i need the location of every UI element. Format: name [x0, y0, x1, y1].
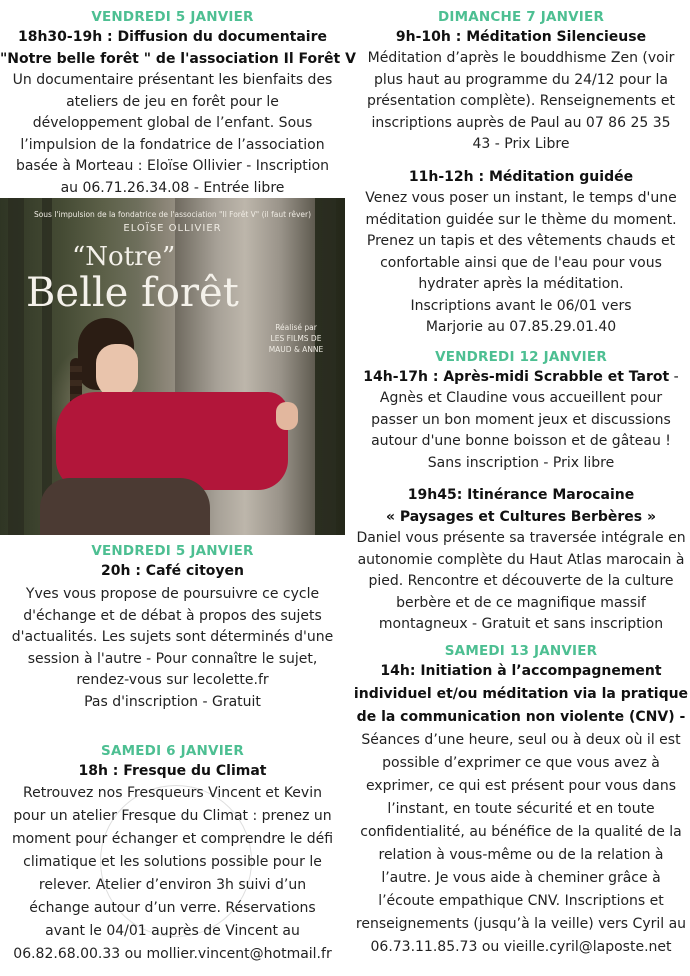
poster-background-tree	[8, 198, 24, 535]
event-description	[352, 729, 690, 959]
description-line: avant le 04/01 auprès de Vincent au	[45, 923, 300, 939]
poster-title-large: Belle forêt	[26, 270, 239, 316]
event-description	[352, 188, 690, 339]
event-title-text: 14h-17h : Après-midi Scrabble et Tarot	[363, 369, 670, 385]
event-meditation-silencieuse	[352, 8, 690, 156]
description-line: Un documentaire présentant les bienfaits des	[12, 72, 333, 88]
description-line: possible d’exprimer ce que vous avez à	[382, 755, 660, 771]
event-title: 9h-10h : Méditation Silencieuse	[395, 29, 647, 45]
event-description	[0, 70, 345, 199]
description-line: Retrouvez nos Fresqueurs Vincent et Kevin	[23, 785, 322, 801]
description-line: autour d'une bonne boisson et de gâteau !	[371, 433, 671, 449]
event-title-suffix: -	[669, 369, 679, 385]
event-cnv	[352, 642, 690, 959]
event-day-heading: VENDREDI 5 JANVIER	[91, 9, 254, 25]
description-line: climatique et les solutions possible pour le	[23, 854, 322, 870]
poster-girl-pants	[40, 478, 210, 535]
description-line: Pas d'inscription - Gratuit	[84, 693, 261, 710]
event-day-heading: DIMANCHE 7 JANVIER	[437, 9, 605, 25]
event-description	[0, 584, 345, 713]
description-line: au 06.71.26.34.08 - Entrée libre	[60, 179, 285, 196]
description-line: confortable ainsi que de l'eau pour vous	[380, 254, 662, 271]
description-line: autonomie complète du Haut Atlas marocain à	[357, 551, 685, 568]
event-title: 20h : Café citoyen	[101, 563, 244, 579]
description-line: méditation guidée sur le thème du moment.	[365, 211, 677, 228]
event-day-heading: VENDREDI 5 JANVIER	[91, 543, 254, 559]
description-line: l’autre. Je vous aide à cheminer grâce à	[381, 870, 661, 886]
description-line: Prenez un tapis et des vêtements chauds et	[366, 233, 676, 249]
title-line: de la communication non violente (CNV) -	[356, 709, 686, 725]
description-line: l’impulsion de la fondatrice de l’association	[20, 136, 325, 153]
poster-girl-hand	[276, 402, 298, 430]
description-line: 06.73.11.85.73 ou vieille.cyril@laposte.net	[370, 939, 672, 955]
event-itinerance-marocaine	[352, 484, 690, 636]
description-line: présentation complète). Renseignements et	[366, 93, 676, 109]
description-line: exprimer, ce qui est présent pour vous dans	[365, 778, 677, 794]
description-line: d'échange et de débat à propos des sujets	[23, 607, 322, 624]
description-line: d'actualités. Les sujets sont déterminés d'une	[11, 629, 334, 645]
description-line: 43 - Prix Libre	[472, 136, 570, 152]
description-line: l’instant, en toute sécurité et en toute	[387, 801, 655, 817]
description-line: renseignements (jusqu’à la veille) vers Cyril au	[355, 916, 687, 932]
event-scrabble-tarot	[352, 348, 690, 474]
poster-credits	[256, 322, 336, 355]
event-title: 19h45: Itinérance Marocaine	[407, 487, 635, 503]
description-line: basée à Morteau : Eloïse Ollivier - Inscription	[15, 158, 330, 174]
description-line: inscriptions auprès de Paul au 07 86 25 35	[371, 114, 671, 131]
event-title: 18h : Fresque du Climat	[78, 763, 267, 779]
description-line: plus haut au programme du 24/12 pour la	[373, 71, 669, 88]
description-line: Méditation d’après le bouddhisme Zen (voir	[367, 50, 675, 66]
description-line: développement global de l’enfant. Sous	[32, 115, 313, 131]
description-line: montagneux - Gratuit et sans inscription	[378, 616, 664, 632]
description-line: rendez-vous sur lecolette.fr	[76, 672, 269, 688]
description-line: pour un atelier Fresque du Climat : prenez un	[13, 808, 332, 824]
description-line: relever. Atelier d’environ 3h suivi d’un	[38, 877, 307, 893]
description-line: Séances d’une heure, seul ou à deux où il est	[361, 732, 681, 748]
description-line: berbère et de ce magnifique massif	[396, 594, 646, 611]
description-line: Daniel vous présente sa traversée intégrale en	[356, 530, 686, 546]
title-line: 14h: Initiation à l’accompagnement	[380, 663, 662, 679]
description-line: échange autour d’un verre. Réservations	[29, 900, 316, 916]
description-line: l’écoute empathique CNV. Inscriptions et	[378, 893, 664, 909]
description-line: Sans inscription - Prix libre	[427, 454, 615, 471]
event-cafe-citoyen	[0, 542, 345, 713]
event-description	[352, 48, 690, 156]
poster-tagline: Sous l'impulsion de la fondatrice de l'association "Il Forêt V" (il faut rêver)	[33, 210, 312, 219]
description-line: hydrater après la méditation.	[418, 276, 624, 292]
event-title	[352, 660, 690, 729]
description-line: 06.82.68.00.33 ou mollier.vincent@hotmail.fr	[13, 946, 332, 962]
event-title: 11h-12h : Méditation guidée	[408, 169, 634, 185]
title-line: individuel et/ou méditation via la pratique	[353, 686, 689, 702]
poster-credit-line: MAUD & ANNE	[268, 345, 324, 354]
poster-credit-line: Réalisé par	[275, 323, 317, 332]
event-title: 18h30-19h : Diffusion du documentaire	[17, 29, 327, 45]
documentary-poster	[0, 198, 345, 535]
event-meditation-guidee	[352, 166, 690, 339]
event-documentary	[0, 8, 356, 199]
event-description	[0, 782, 345, 966]
event-description	[352, 388, 690, 474]
poster-credit-line: LES FILMS DE	[270, 334, 322, 343]
description-line: ateliers de jeu en forêt pour le	[66, 93, 279, 110]
description-line: Inscriptions avant le 06/01 vers	[410, 297, 632, 314]
event-title	[352, 366, 690, 388]
poster-girl-shirt	[56, 392, 288, 490]
event-subtitle: « Paysages et Cultures Berbères »	[385, 509, 657, 525]
event-day-heading: SAMEDI 13 JANVIER	[444, 643, 598, 659]
poster-girl-face	[96, 344, 138, 398]
event-day-heading: VENDREDI 12 JANVIER	[435, 349, 607, 365]
description-line: passer un bon moment jeux et discussions	[371, 411, 671, 428]
description-line: relation à vous-même ou de la relation à	[378, 847, 664, 863]
event-subtitle: "Notre belle forêt " de l'association Il Forêt V	[0, 51, 356, 67]
description-line: confidentialité, au bénéfice de la qualité de la	[360, 824, 682, 840]
poster-background-tree	[322, 198, 336, 535]
poster-title-small: “Notre”	[72, 242, 176, 272]
event-day-heading: SAMEDI 6 JANVIER	[101, 743, 244, 759]
description-line: session à l'autre - Pour connaître le sujet,	[27, 650, 318, 667]
event-fresque-climat	[0, 742, 345, 966]
description-line: Agnès et Claudine vous accueillent pour	[379, 390, 663, 406]
description-line: Marjorie au 07.85.29.01.40	[425, 319, 617, 335]
poster-director-name: ELOÏSE OLLIVIER	[123, 223, 222, 234]
description-line: pied. Rencontre et découverte de la culture	[368, 573, 674, 589]
event-description	[352, 528, 690, 636]
description-line: moment pour échanger et comprendre le défi	[11, 831, 334, 847]
description-line: Yves vous propose de poursuivre ce cycle	[25, 586, 320, 602]
description-line: Venez vous poser un instant, le temps d'une	[365, 190, 677, 206]
